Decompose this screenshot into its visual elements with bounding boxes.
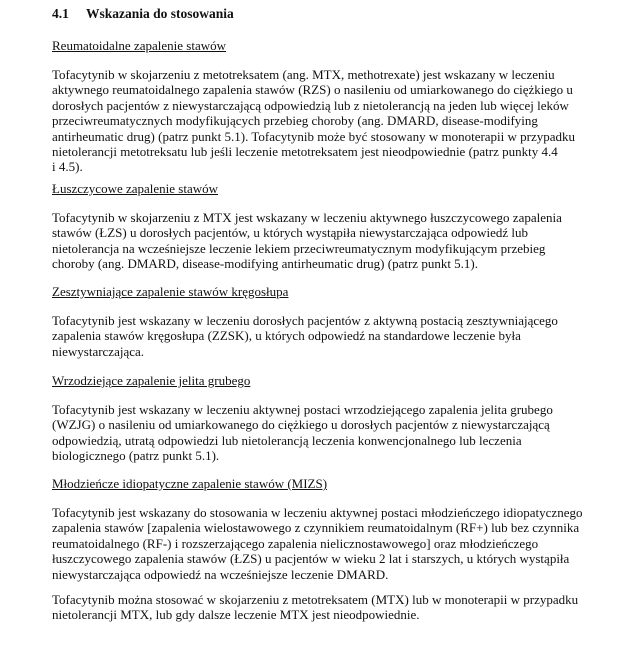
ra-line: antirheumatic drug) (patrz punkt 5.1). Tofacytynib może być stosowany w monoterapii w przypadku: [52, 128, 576, 144]
section-heading: [52, 6, 234, 22]
uc-line: Tofacytynib jest wskazany w leczeniu aktywnej postaci wrzodziejącego zapalenia jelita grubego: [52, 402, 553, 417]
ra-subheading: Reumatoidalne zapalenie stawów: [52, 38, 226, 53]
as-line: niewystarczająca.: [52, 343, 145, 359]
jia-line: łuszczycowego zapalenia stawów (ŁZS) u pacjentów w wieku 2 lat i starszych, u których wystąpiła: [52, 551, 570, 567]
psa-paragraph: [52, 210, 592, 272]
ra-line: przeciwreumatycznych modyfikujących przebieg choroby (ang. DMARD, disease-modifying: [52, 113, 538, 129]
jia-line: zapalenia stawów [zapalenia wielostawowego z czynnikiem reumatoidalnym (RF+) lub bez czynnika: [52, 520, 580, 536]
jia-line: Tofacytynib jest wskazany do stosowania w leczeniu aktywnej postaci młodzieńczego idiopatycznego: [52, 505, 583, 520]
ra-line: nietolerancji metotreksatu lub jeśli leczenie metotreksatem jest nieodpowiednie (patrz punkty 4.4: [52, 144, 558, 160]
psa-line: choroby (ang. DMARD, disease-modifying antirheumatic drug) (patrz punkt 5.1).: [52, 256, 479, 272]
jia-subheading: Młodzieńcze idiopatyczne zapalenie stawów (MIZS): [52, 476, 328, 491]
psa-subheading: Łuszczycowe zapalenie stawów: [52, 181, 219, 196]
jia-paragraph: [52, 505, 592, 582]
psa-line: nietolerancja na wcześniejsze leczenie lekiem przeciwreumatycznym modyfikującym przebieg: [52, 240, 546, 256]
jia-line: niewystarczająca odpowiedź na wcześniejsze leczenie DMARD.: [52, 566, 389, 582]
uc-line: biologicznego (patrz punkt 5.1).: [52, 448, 220, 464]
ra-line: Tofacytynib w skojarzeniu z metotreksatem (ang. MTX, methotrexate) jest wskazany w leczeniu: [52, 67, 555, 82]
psa-line: Tofacytynib w skojarzeniu z MTX jest wskazany w leczeniu aktywnego łuszczycowego zapalenia: [52, 210, 562, 225]
as-line: zapalenia stawów kręgosłupa (ZZSK), u których odpowiedź na standardowe leczenie była: [52, 328, 521, 344]
jia-note-paragraph: [52, 592, 592, 623]
as-line: Tofacytynib jest wskazany w leczeniu dorosłych pacjentów z aktywną postacią zesztywniającego: [52, 313, 558, 328]
ra-line: aktywnego reumatoidalnego zapalenia stawów (RZS) o nasileniu od umiarkowanego do ciężkiego u: [52, 82, 573, 98]
uc-line: odpowiedzią, utratą odpowiedzi lub nietolerancją leczenia konwencjonalnego lub leczenia: [52, 432, 522, 448]
section-number: 4.1: [52, 6, 69, 21]
jia-note-line: nietolerancji MTX, lub gdy dalsze leczenie MTX jest nieodpowiednie.: [52, 607, 420, 623]
uc-subheading: Wrzodziejące zapalenie jelita grubego: [52, 373, 251, 388]
as-paragraph: [52, 313, 592, 359]
ra-paragraph: [52, 67, 592, 175]
ra-line: dorosłych pacjentów z niewystarczającą odpowiedzią lub z nietolerancją na jeden lub więcej leków: [52, 97, 569, 113]
uc-line: (WZJG) o nasileniu od umiarkowanego do ciężkiego u dorosłych pacjentów z niewystarczającą: [52, 417, 550, 433]
jia-line: reumatoidalnego (RF-) i rozszerzającego zapalenia nielicznostawowego] oraz młodzieńczego: [52, 535, 539, 551]
section-title: Wskazania do stosowania: [86, 6, 234, 21]
as-subheading: Zesztywniające zapalenie stawów kręgosłupa: [52, 284, 289, 299]
uc-paragraph: [52, 402, 592, 464]
ra-line: i 4.5).: [52, 159, 83, 175]
psa-line: stawów (ŁZS) u dorosłych pacjentów, u których wystąpiła niewystarczająca odpowiedź lub: [52, 225, 529, 241]
jia-note-line: Tofacytynib można stosować w skojarzeniu z metotreksatem (MTX) lub w monoterapii w przypadku: [52, 592, 579, 607]
